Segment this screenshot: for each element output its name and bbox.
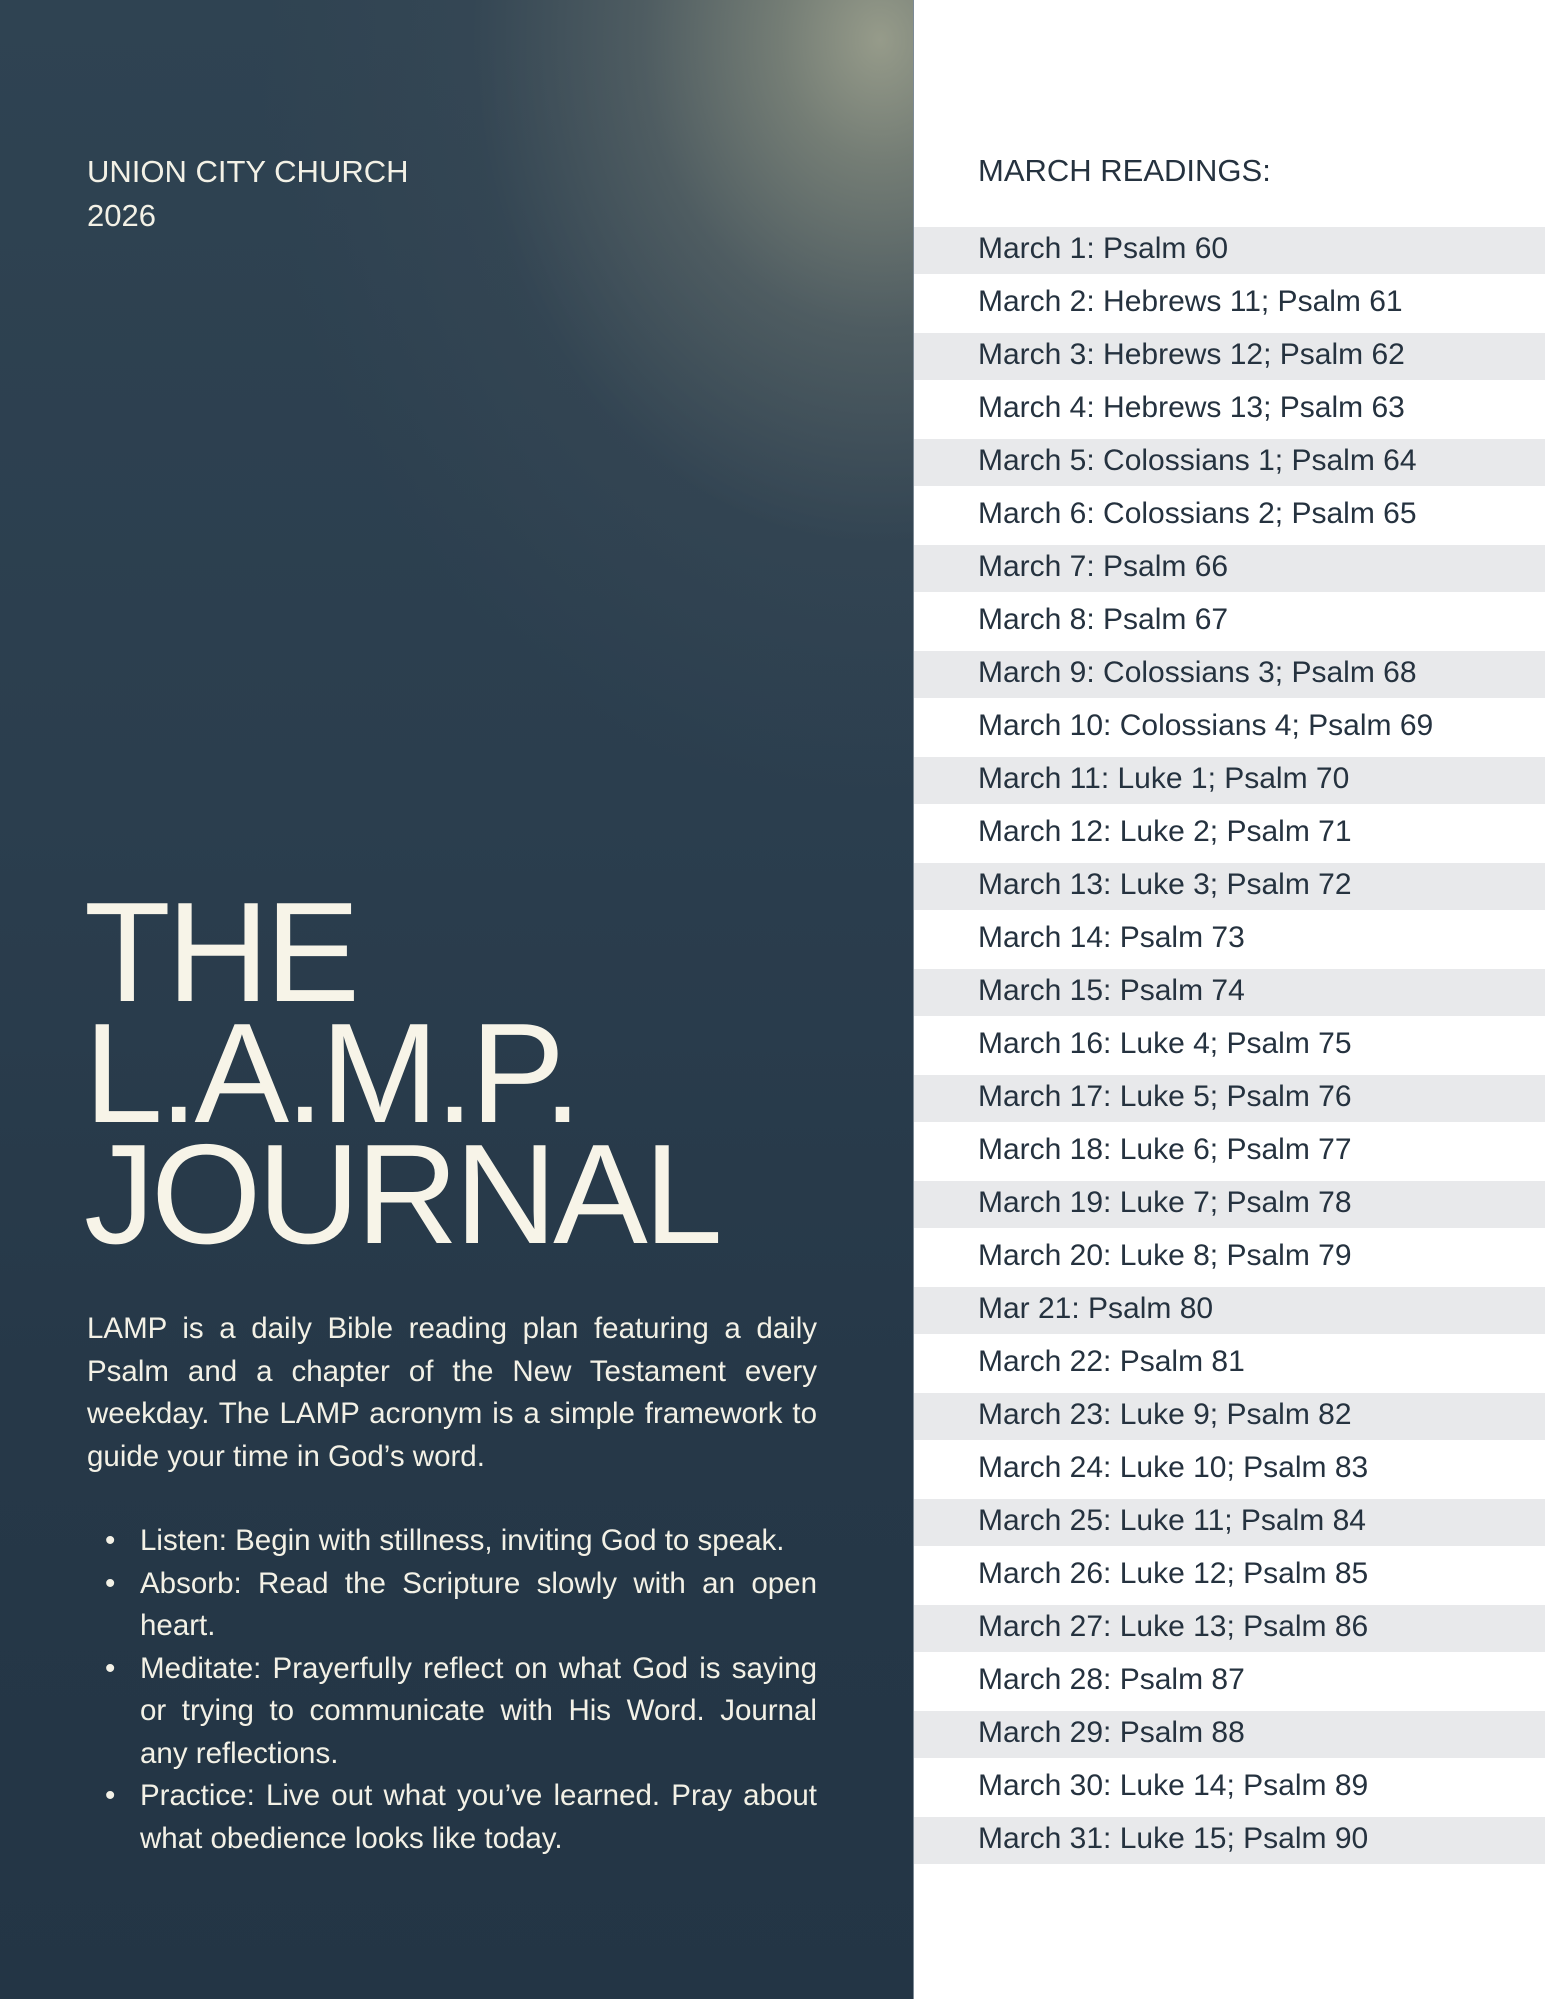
reading-row	[914, 1234, 1545, 1287]
reading-text: March 8: Psalm 67	[978, 603, 1229, 636]
reading-text: March 1: Psalm 60	[978, 232, 1229, 265]
reading-row	[914, 1764, 1545, 1817]
reading-row	[914, 1446, 1545, 1499]
reading-row	[914, 757, 1545, 810]
reading-text: March 17: Luke 5; Psalm 76	[978, 1080, 1352, 1113]
reading-text: March 25: Luke 11; Psalm 84	[978, 1504, 1366, 1537]
reading-row	[914, 916, 1545, 969]
lamp-step-absorb	[87, 1563, 817, 1648]
reading-text: March 24: Luke 10; Psalm 83	[978, 1451, 1369, 1484]
lamp-step-listen	[87, 1520, 817, 1563]
reading-text: March 22: Psalm 81	[978, 1345, 1245, 1378]
reading-row	[914, 333, 1545, 386]
reading-row	[914, 810, 1545, 863]
reading-text: March 30: Luke 14; Psalm 89	[978, 1769, 1369, 1802]
reading-text: March 28: Psalm 87	[978, 1663, 1245, 1696]
reading-row	[914, 1658, 1545, 1711]
title-line-3: JOURNAL	[84, 1115, 719, 1274]
reading-row	[914, 1181, 1545, 1234]
bullet-icon: •	[105, 1779, 116, 1812]
reading-row	[914, 863, 1545, 916]
lamp-steps-list	[87, 1520, 817, 1860]
organization-name: UNION CITY CHURCH	[87, 154, 409, 189]
reading-text: March 31: Luke 15; Psalm 90	[978, 1822, 1369, 1855]
lamp-step-text: Absorb: Read the Scripture slowly with an open heart.	[140, 1566, 817, 1642]
reading-text: March 5: Colossians 1; Psalm 64	[978, 444, 1417, 477]
reading-text: March 15: Psalm 74	[978, 974, 1245, 1007]
reading-text: March 10: Colossians 4; Psalm 69	[978, 709, 1434, 742]
reading-row	[914, 1022, 1545, 1075]
lamp-step-meditate	[87, 1648, 817, 1776]
reading-text: Mar 21: Psalm 80	[978, 1292, 1214, 1325]
reading-text: March 13: Luke 3; Psalm 72	[978, 868, 1352, 901]
reading-text: March 26: Luke 12; Psalm 85	[978, 1557, 1369, 1590]
lamp-step-text: Listen: Begin with stillness, inviting God to speak.	[140, 1524, 785, 1557]
organization-header	[87, 150, 409, 238]
readings-heading: MARCH READINGS:	[978, 153, 1271, 188]
reading-row	[914, 1711, 1545, 1764]
lamp-step-text: Practice: Live out what you’ve learned. Pray about what obedience looks like today.	[140, 1779, 817, 1855]
organization-year: 2026	[87, 198, 156, 233]
bullet-icon: •	[105, 1651, 116, 1685]
reading-row	[914, 1499, 1545, 1552]
bullet-icon: •	[105, 1566, 116, 1600]
reading-row	[914, 1287, 1545, 1340]
reading-text: March 3: Hebrews 12; Psalm 62	[978, 338, 1405, 371]
reading-row	[914, 492, 1545, 545]
reading-text: March 4: Hebrews 13; Psalm 63	[978, 391, 1405, 424]
reading-row	[914, 439, 1545, 492]
reading-row	[914, 969, 1545, 1022]
lamp-step-text: Meditate: Prayerfully reflect on what God is saying or trying to communicate with His Word. Journal any reflections.	[140, 1651, 817, 1770]
reading-text: March 18: Luke 6; Psalm 77	[978, 1133, 1352, 1166]
intro-paragraph: LAMP is a daily Bible reading plan featuring a daily Psalm and a chapter of the New Testament every weekday. The LAMP acronym is a simple framework to guide your time in God’s word.	[87, 1312, 817, 1473]
reading-text: March 12: Luke 2; Psalm 71	[978, 815, 1352, 848]
reading-row	[914, 1605, 1545, 1658]
reading-row	[914, 1552, 1545, 1605]
reading-row	[914, 598, 1545, 651]
reading-text: March 20: Luke 8; Psalm 79	[978, 1239, 1352, 1272]
reading-row	[914, 227, 1545, 280]
reading-text: March 16: Luke 4; Psalm 75	[978, 1027, 1352, 1060]
reading-text: March 7: Psalm 66	[978, 550, 1229, 583]
title-line-1: THE	[84, 873, 356, 1032]
reading-text: March 19: Luke 7; Psalm 78	[978, 1186, 1352, 1219]
reading-text: March 6: Colossians 2; Psalm 65	[978, 497, 1417, 530]
reading-row	[914, 704, 1545, 757]
readings-list	[914, 227, 1545, 1870]
reading-text: March 27: Luke 13; Psalm 86	[978, 1610, 1369, 1643]
lamp-step-practice	[87, 1775, 817, 1860]
bullet-icon: •	[105, 1524, 116, 1557]
reading-row	[914, 1340, 1545, 1393]
reading-row	[914, 545, 1545, 598]
reading-text: March 14: Psalm 73	[978, 921, 1245, 954]
reading-row	[914, 651, 1545, 704]
reading-text: March 11: Luke 1; Psalm 70	[978, 762, 1350, 795]
reading-row	[914, 1075, 1545, 1128]
reading-text: March 23: Luke 9; Psalm 82	[978, 1398, 1352, 1431]
reading-row	[914, 1393, 1545, 1446]
reading-text: March 29: Psalm 88	[978, 1716, 1245, 1749]
reading-row	[914, 1128, 1545, 1181]
reading-row	[914, 280, 1545, 333]
journal-title	[84, 873, 719, 1274]
reading-row	[914, 1817, 1545, 1870]
title-line-2: L.A.M.P.	[84, 994, 579, 1153]
reading-text: March 2: Hebrews 11; Psalm 61	[978, 285, 1403, 318]
reading-row	[914, 386, 1545, 439]
reading-text: March 9: Colossians 3; Psalm 68	[978, 656, 1417, 689]
